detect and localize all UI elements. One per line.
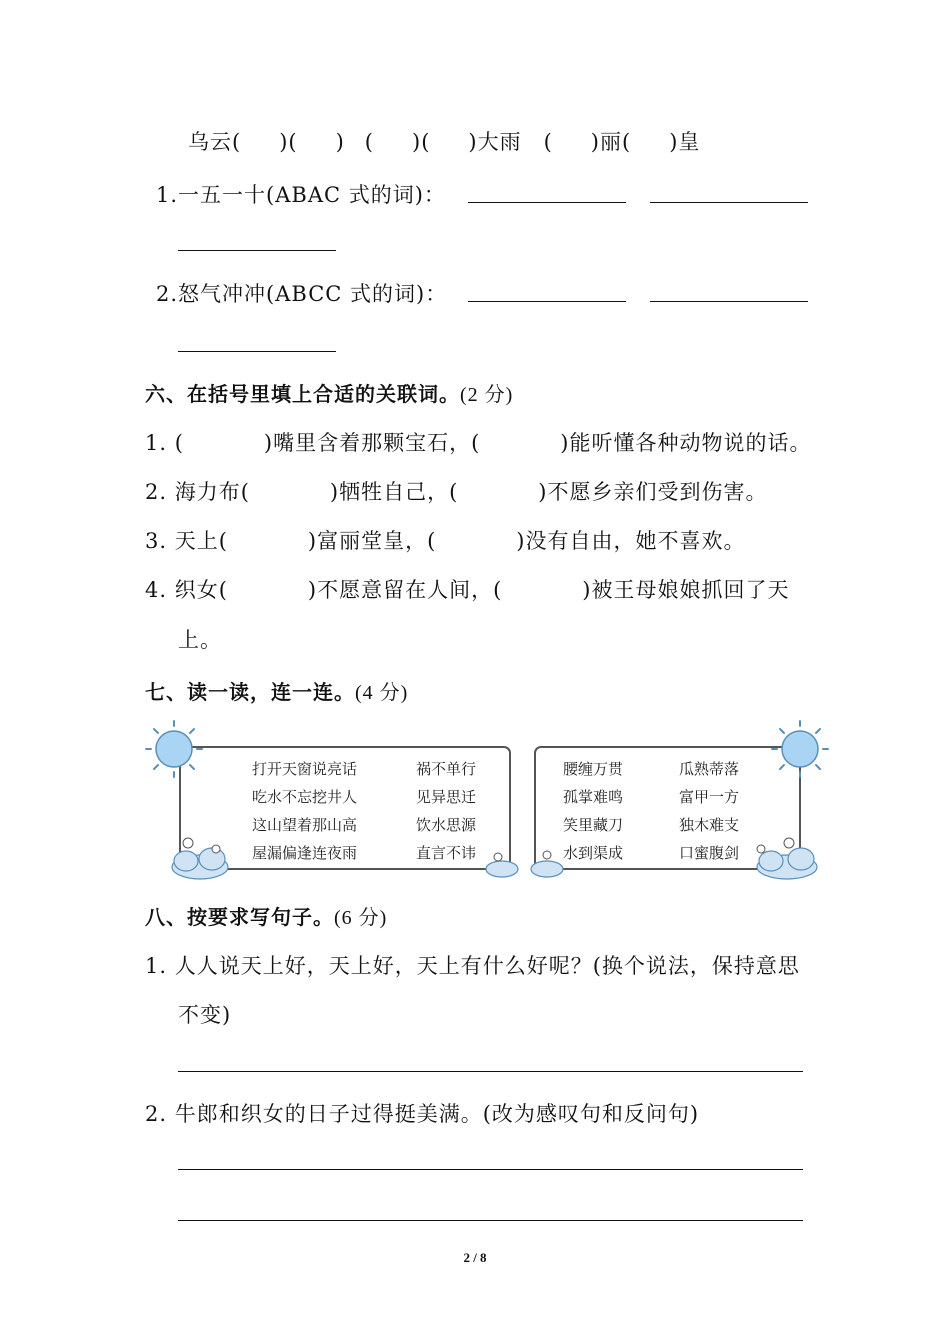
rewrite-answer-line-2[interactable]: [178, 1169, 803, 1170]
idiom-left-5[interactable]: 腰缠万贯: [563, 760, 624, 778]
rewrite-item-1: 1. 人人说天上好，天上好，天上有什么好呢？(换个说法，保持意思: [145, 954, 800, 978]
abcc-answer-line-1[interactable]: [468, 301, 626, 302]
idiom-left-1[interactable]: 打开天窗说亮话: [252, 760, 358, 778]
rewrite-item-1-continued: 不变): [178, 1003, 232, 1027]
conjunction-item-1: 1. ( )嘴里含着那颗宝石，( )能听懂各种动物说的话。: [145, 431, 812, 455]
idiom-right-4[interactable]: 直言不讳: [416, 844, 477, 862]
rewrite-answer-line-1[interactable]: [178, 1071, 803, 1072]
abac-answer-line-1[interactable]: [468, 202, 626, 203]
idiom-right-5[interactable]: 瓜熟蒂落: [679, 760, 740, 778]
idiom-fill-row: 乌云( )( ) ( )( )大雨 ( )丽( )皇: [188, 130, 701, 154]
idiom-left-8[interactable]: 水到渠成: [563, 844, 624, 862]
idiom-right-2[interactable]: 见异思迁: [416, 788, 477, 806]
idiom-left-6[interactable]: 孤掌难鸣: [563, 788, 624, 806]
conjunction-item-4: 4. 织女( )不愿意留在人间，( )被王母娘娘抓回了天: [145, 578, 790, 602]
abcc-answer-line-3[interactable]: [178, 351, 336, 352]
abcc-question: 2.怒气冲冲(ABCC 式的词)：: [156, 282, 448, 306]
idiom-left-2[interactable]: 吃水不忘挖井人: [252, 788, 358, 806]
rewrite-item-2: 2. 牛郎和织女的日子过得挺美满。(改为感叹句和反问句): [145, 1102, 700, 1126]
section-7-title: 七、读一读，连一连。(4 分): [145, 680, 409, 704]
idiom-right-3[interactable]: 饮水思源: [416, 816, 477, 834]
conjunction-item-4-continued: 上。: [178, 628, 222, 652]
rewrite-answer-line-3[interactable]: [178, 1220, 803, 1221]
abac-answer-line-2[interactable]: [650, 202, 808, 203]
page-number: 2 / 8: [463, 1250, 487, 1265]
section-8-title: 八、按要求写句子。(6 分): [145, 905, 388, 929]
abcc-answer-line-2[interactable]: [650, 301, 808, 302]
conjunction-item-3: 3. 天上( )富丽堂皇，( )没有自由，她不喜欢。: [145, 529, 746, 553]
idiom-left-4[interactable]: 屋漏偏逢连夜雨: [252, 844, 358, 862]
idiom-left-7[interactable]: 笑里藏刀: [563, 816, 624, 834]
abac-question: 1.一五一十(ABAC 式的词)：: [156, 183, 446, 207]
idiom-right-8[interactable]: 口蜜腹剑: [679, 844, 740, 862]
idiom-right-6[interactable]: 富甲一方: [679, 788, 740, 806]
conjunction-item-2: 2. 海力布( )牺牲自己，( )不愿乡亲们受到伤害。: [145, 480, 768, 504]
abac-answer-line-3[interactable]: [178, 250, 336, 251]
idiom-left-3[interactable]: 这山望着那山高: [252, 816, 358, 834]
section-6-title: 六、在括号里填上合适的关联词。(2 分): [145, 382, 514, 406]
idiom-right-1[interactable]: 祸不单行: [416, 760, 477, 778]
idiom-right-7[interactable]: 独木难支: [679, 816, 740, 834]
